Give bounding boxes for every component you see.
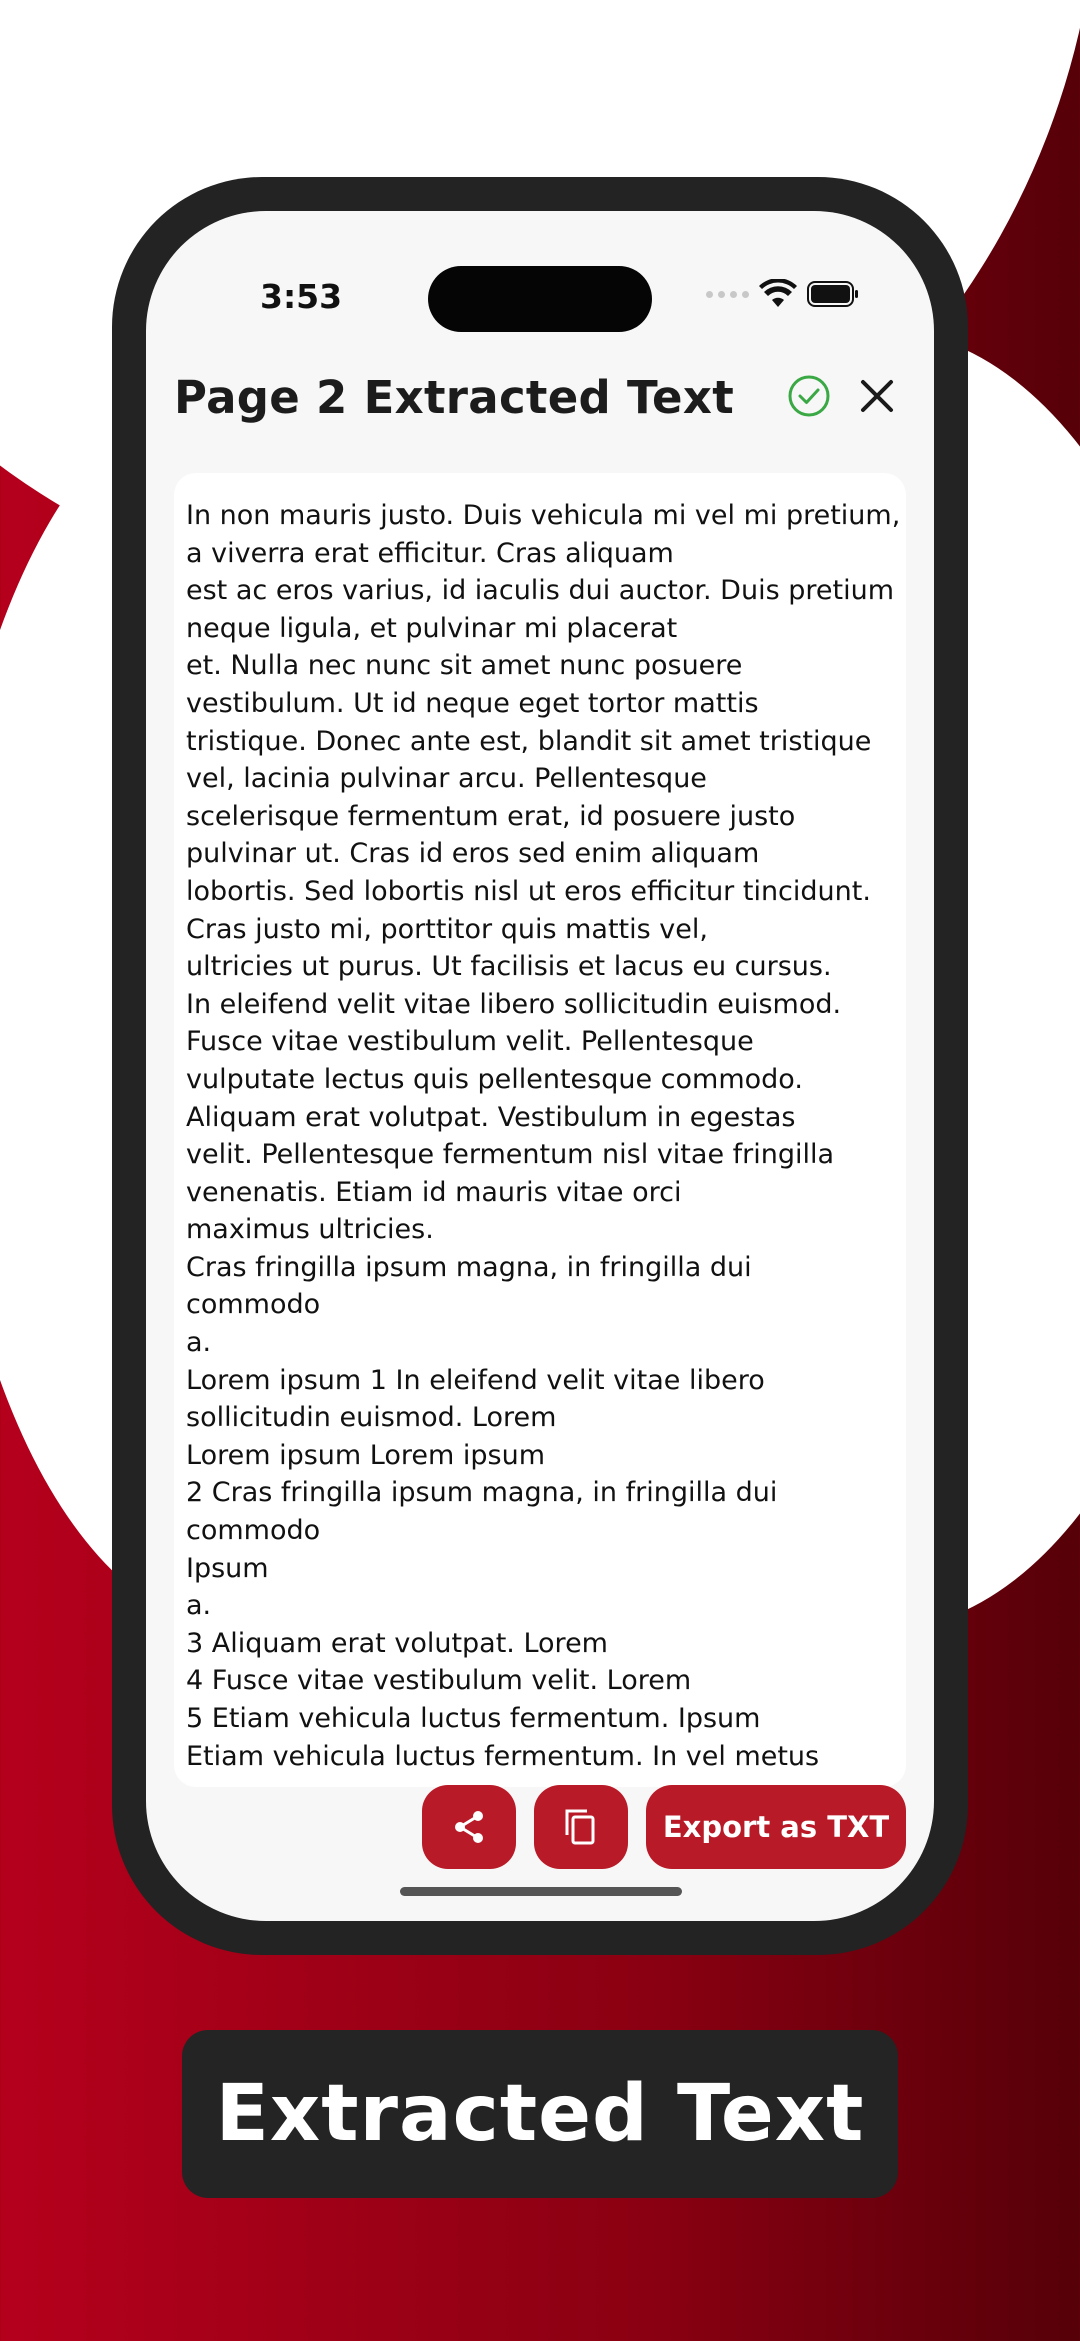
- text-line: tristique. Donec ante est, blandit sit amet tristique: [186, 725, 872, 757]
- text-line: 2 Cras fringilla ipsum magna, in fringilla dui: [186, 1477, 778, 1509]
- text-line: ultricies ut purus. Ut facilisis et lacus eu cursus.: [186, 951, 832, 983]
- close-icon[interactable]: [854, 373, 900, 419]
- text-line: In eleifend velit vitae libero sollicitudin euismod.: [186, 988, 842, 1020]
- text-line: a viverra erat efficitur. Cras aliquam: [186, 537, 674, 569]
- text-line: vel, lacinia pulvinar arcu. Pellentesque: [186, 763, 707, 795]
- caption-banner: Extracted Text: [182, 2030, 898, 2198]
- dynamic-island: [428, 266, 652, 332]
- wifi-icon: [759, 279, 797, 309]
- check-circle-icon[interactable]: [786, 373, 832, 419]
- text-line: velit. Pellentesque fermentum nisl vitae fringilla: [186, 1139, 835, 1171]
- text-line: maximus ultricies.: [186, 1214, 434, 1246]
- signal-icon: [706, 291, 749, 298]
- export-txt-button[interactable]: Export as TXT: [646, 1785, 906, 1869]
- text-line: scelerisque fermentum erat, id posuere justo: [186, 800, 796, 832]
- header: [174, 363, 914, 433]
- phone-screen: [146, 211, 934, 1921]
- text-line: Lorem ipsum 1 In eleifend velit vitae libero: [186, 1364, 765, 1396]
- text-line: vulputate lectus quis pellentesque commodo.: [186, 1063, 803, 1095]
- text-line: est ac eros varius, id iaculis dui auctor. Duis pretium: [186, 575, 894, 607]
- text-line: lobortis. Sed lobortis nisl ut eros efficitur tincidunt.: [186, 875, 871, 907]
- status-time: 3:53: [260, 277, 343, 316]
- text-line: commodo: [186, 1289, 321, 1321]
- copy-icon: [561, 1805, 601, 1849]
- text-line: Fusce vitae vestibulum velit. Pellentesque: [186, 1026, 754, 1058]
- text-line: commodo: [186, 1515, 321, 1547]
- text-line: a.: [186, 1327, 212, 1359]
- text-line: Etiam vehicula luctus fermentum. In vel metus: [186, 1740, 820, 1772]
- action-bar: [146, 1785, 934, 1871]
- text-line: a.: [186, 1590, 212, 1622]
- text-line: pulvinar ut. Cras id eros sed enim aliquam: [186, 838, 760, 870]
- share-icon: [449, 1807, 489, 1847]
- text-line: Cras fringilla ipsum magna, in fringilla dui: [186, 1251, 752, 1283]
- text-line: 5 Etiam vehicula luctus fermentum. Ipsum: [186, 1703, 761, 1734]
- copy-button[interactable]: [534, 1785, 628, 1869]
- page-title: Page 2 Extracted Text: [174, 371, 735, 424]
- text-line: et. Nulla nec nunc sit amet nunc posuere: [186, 650, 743, 682]
- text-line: Aliquam erat volutpat. Vestibulum in egestas: [186, 1101, 796, 1133]
- text-line: Cras justo mi, porttitor quis mattis vel,: [186, 913, 708, 945]
- share-button[interactable]: [422, 1785, 516, 1869]
- text-line: Lorem ipsum Lorem ipsum: [186, 1439, 546, 1471]
- text-line: venenatis. Etiam id mauris vitae orci: [186, 1176, 682, 1208]
- text-line: 4 Fusce vitae vestibulum velit. Lorem: [186, 1665, 692, 1697]
- phone-frame: [112, 177, 968, 1955]
- text-line: vestibulum. Ut id neque eget tortor mattis: [186, 687, 759, 719]
- text-line: 3 Aliquam erat volutpat. Lorem: [186, 1627, 608, 1659]
- home-indicator: [400, 1887, 682, 1896]
- status-icons: [706, 279, 859, 309]
- extracted-text-card[interactable]: [174, 473, 906, 1787]
- extracted-text-body: [186, 497, 904, 1775]
- text-line: In non mauris justo. Duis vehicula mi vel mi pretium,: [186, 500, 901, 531]
- text-line: Ipsum: [186, 1552, 269, 1584]
- text-line: sollicitudin euismod. Lorem: [186, 1402, 557, 1434]
- battery-icon: [807, 281, 859, 307]
- text-line: neque ligula, et pulvinar mi placerat: [186, 612, 678, 644]
